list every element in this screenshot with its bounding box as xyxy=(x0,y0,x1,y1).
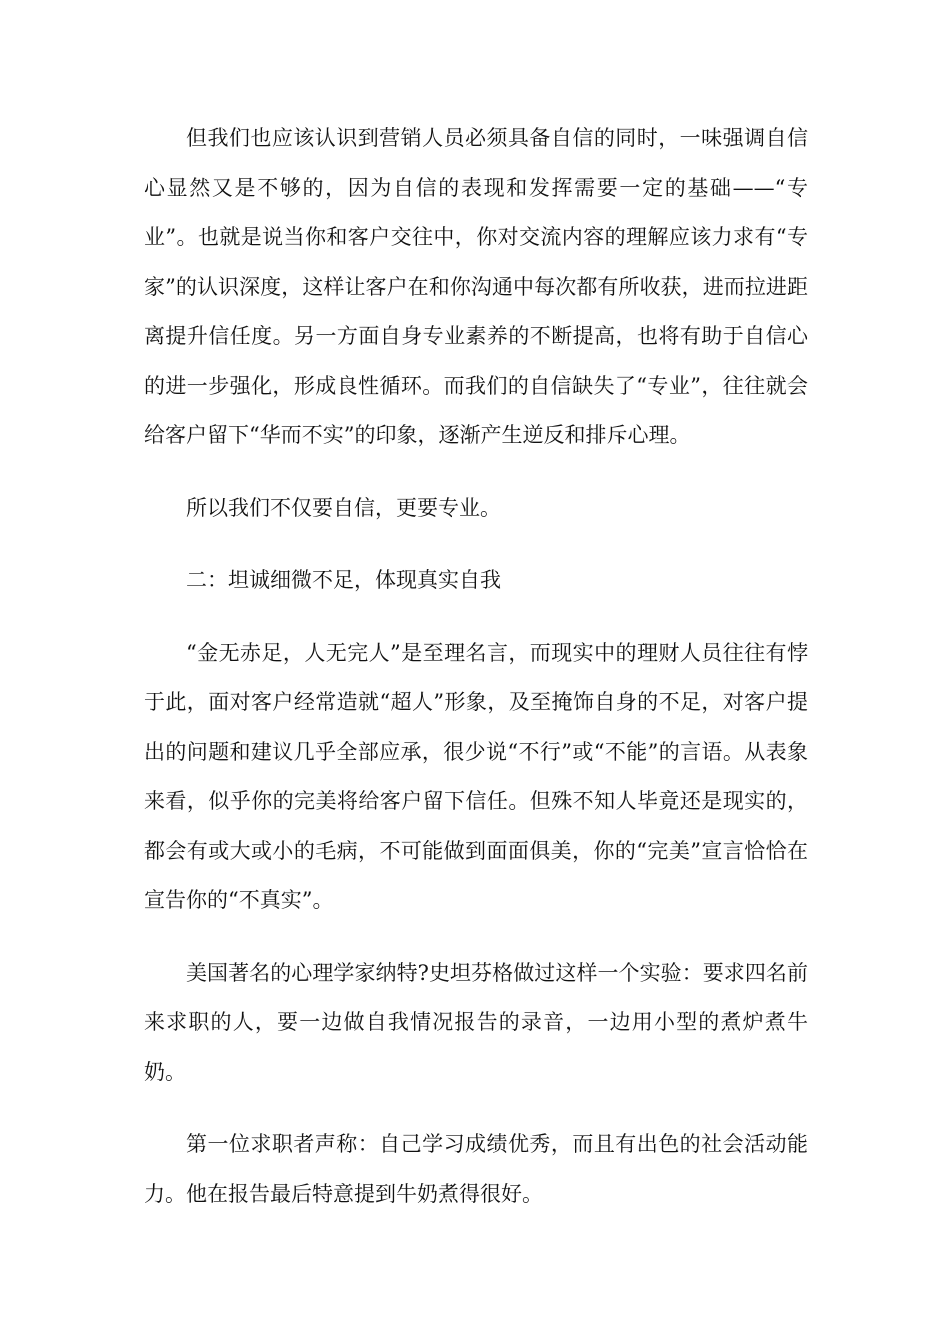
paragraph-spacer xyxy=(144,461,808,484)
paragraph-imperfection: “金无赤足，人无完人”是至理名言，而现实中的理财人员往往有悖于此，面对客户经常造就“超人”形象，及至掩饰自身的不足，对客户提出的问题和建议几乎全部应承，很少说“不行”或“不能”的言语。从表象来看，似乎你的完美将给客户留下信任。但殊不知人毕竟还是现实的，都会有或大或小的毛病，不可能做到面面俱美，你的“完美”宣言恰恰在宣告你的“不真实”。 xyxy=(144,640,808,912)
paragraph-first-applicant: 第一位求职者声称：自己学习成绩优秀，而且有出色的社会活动能力。他在报告最后特意提到牛奶煮得很好。 xyxy=(144,1132,808,1206)
paragraph-spacer xyxy=(144,606,808,629)
paragraph-spacer xyxy=(144,1097,808,1120)
paragraph-summary: 所以我们不仅要自信，更要专业。 xyxy=(186,495,501,520)
document-body xyxy=(144,114,808,1219)
paragraph-experiment: 美国著名的心理学家纳特?史坦芬格做过这样一个实验：要求四名前来求职的人，要一边做自我情况报告的录音，一边用小型的煮炉煮牛奶。 xyxy=(144,960,808,1084)
paragraph-spacer xyxy=(144,926,808,949)
paragraph-spacer xyxy=(144,533,808,556)
section-heading: 二：坦诚细微不足，体现真实自我 xyxy=(186,568,501,592)
paragraph-confidence-professional: 但我们也应该认识到营销人员必须具备自信的同时，一味强调自信心显然又是不够的，因为自信的表现和发挥需要一定的基础——“专业”。也就是说当你和客户交往中，你对交流内容的理解应该力求有“专家”的认识深度，这样让客户在和你沟通中每次都有所收获，进而拉进距离提升信任度。另一方面自身专业素养的不断提高，也将有助于自信心的进一步强化，形成良性循环。而我们的自信缺失了“专业”，往往就会给客户留下“华而不实”的印象，逐渐产生逆反和排斥心理。 xyxy=(144,126,808,447)
